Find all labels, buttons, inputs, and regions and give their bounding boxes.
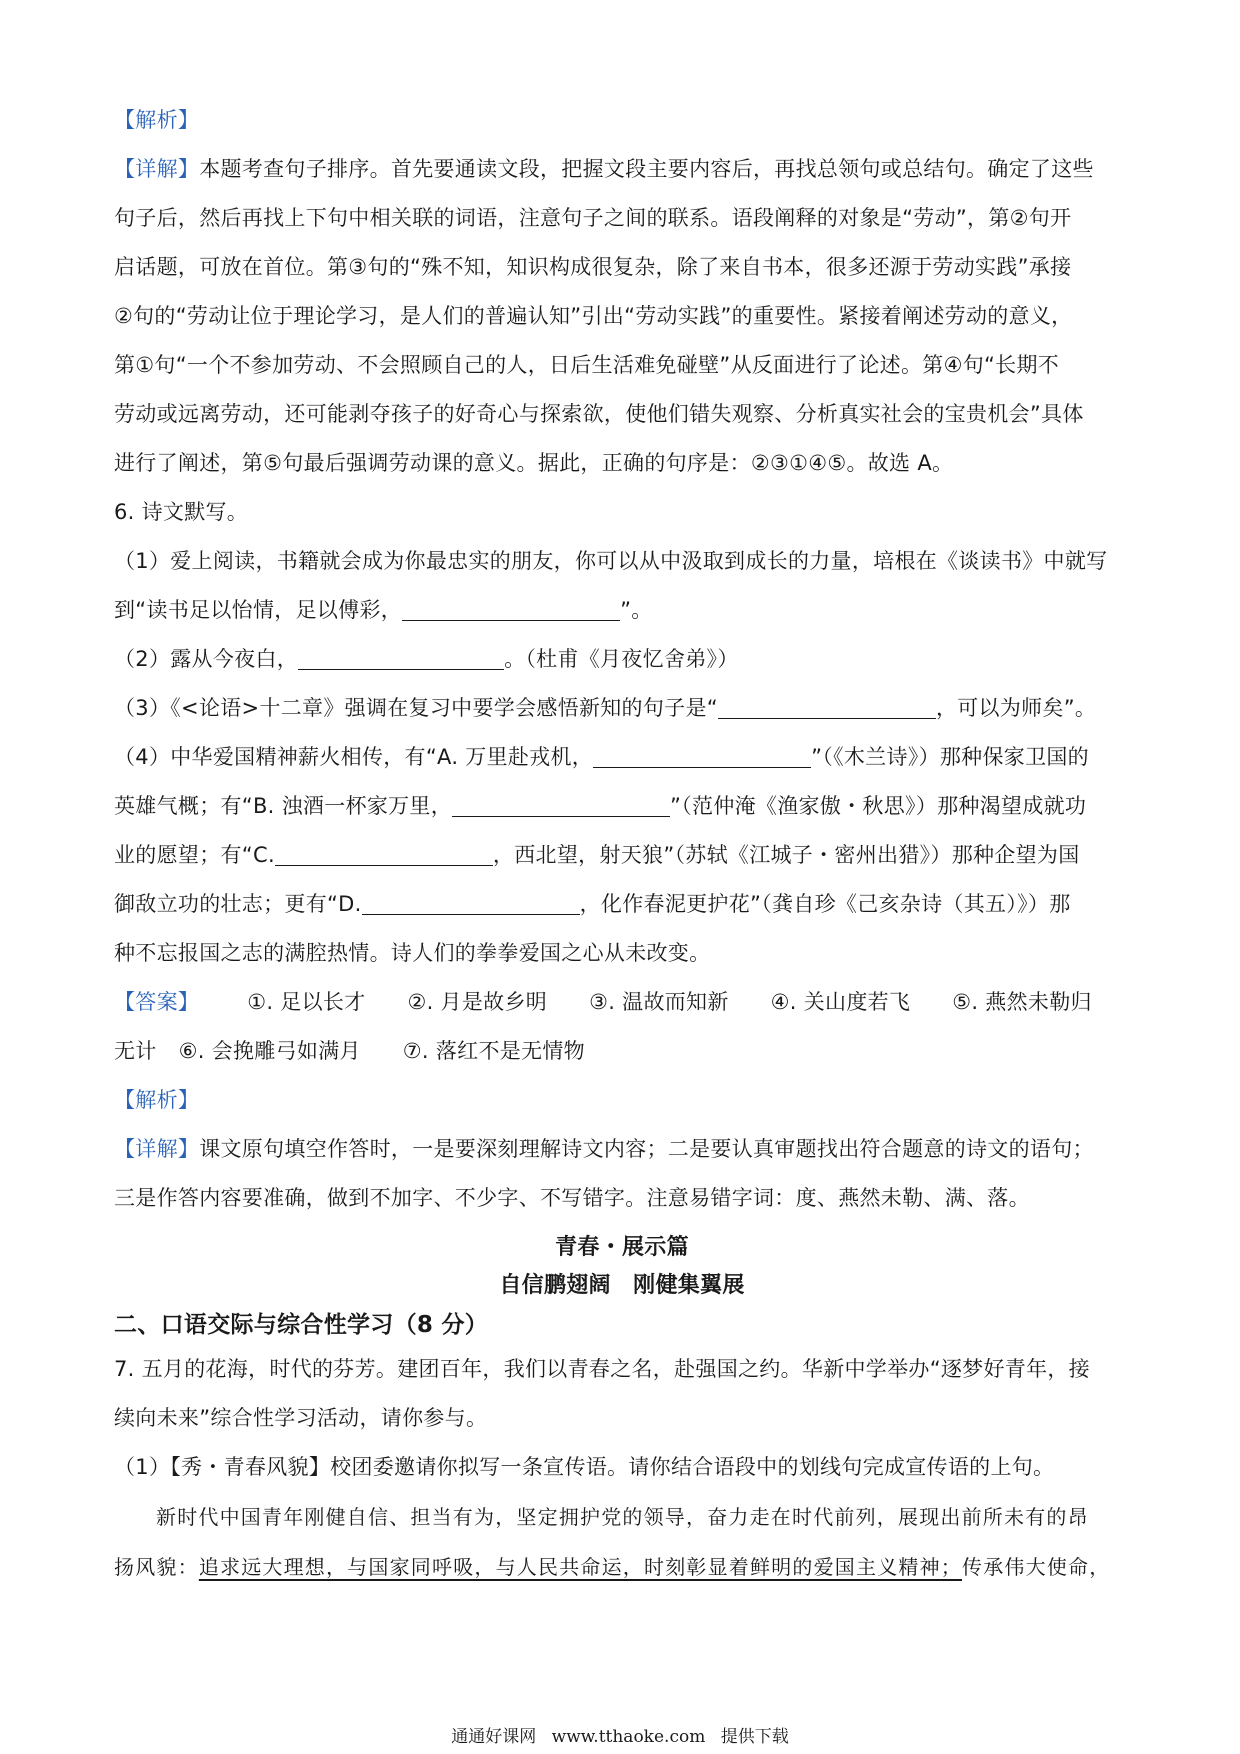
answer-blank[interactable] (718, 696, 936, 719)
footer-url[interactable]: www.tthaoke.com (551, 1727, 706, 1747)
q6-text: （4）中华爱国精神薪火相传，有“A. 万里赴戎机， (114, 745, 594, 769)
answer-tag: 【答案】 (114, 990, 200, 1014)
answer-line-1 (114, 978, 1130, 1027)
xiangjie-text: 课文原句填空作答时，一是要深刻理解诗文内容；二是要认真审题找出符合题意的诗文的语句； (199, 1137, 1094, 1161)
answer-item: ③. 温故而知新 (589, 990, 729, 1014)
jiexi-label-2 (114, 1076, 1130, 1125)
answer-blank[interactable] (298, 647, 504, 670)
q6-part1-line1: （1）爱上阅读，书籍就会成为你最忠实的朋友，你可以从中汲取到成长的力量，培根在《谈读书》中就写 (114, 549, 1108, 573)
q6-part4-line5: 种不忘报国之志的满腔热情。诗人们的拳拳爱国之心从未改变。 (114, 941, 711, 965)
underlined-sentence: 追求远大理想，与国家同呼吸，与人民共命运，时刻彰显着鲜明的爱国主义精神； (198, 1555, 963, 1579)
q7-line1: 7. 五月的花海，时代的芬芳。建团百年，我们以青春之名，赴强国之约。华新中学举办“逐梦好青年，接 (114, 1357, 1090, 1381)
xiangjie-line: 劳动或远离劳动，还可能剥夺孩子的好奇心与探索欲，使他们错失观察、分析真实社会的宝贵机会”具体 (114, 402, 1084, 426)
answer-blank[interactable] (452, 794, 670, 817)
document-page (114, 96, 1130, 1592)
q6-part4-line3 (114, 831, 1130, 880)
answer-blank[interactable] (593, 745, 811, 768)
answer-item: ①. 足以长才 (247, 990, 366, 1014)
passage-text: 传承伟大使命， (962, 1555, 1111, 1579)
footer-note: 提供下载 (720, 1727, 789, 1747)
q6-text: 。（杜甫《月夜忆舍弟》） (504, 647, 739, 671)
xiangjie-line: 进行了阐述，第⑤句最后强调劳动课的意义。据此，正确的句序是：②③①④⑤。故选 A。 (114, 451, 954, 475)
xiangjie-tag: 【详解】 (114, 1137, 200, 1161)
q6-text: 到“读书足以怡情，足以傅彩， (114, 598, 403, 622)
answer-blank[interactable] (275, 843, 493, 866)
q6-text: 英雄气概；有“B. 浊酒一杯家万里， (114, 794, 453, 818)
xiangjie2-line1 (114, 1125, 1130, 1174)
section-subtitle: 自信鹏翅阔 刚健集翼展 (499, 1273, 745, 1298)
page-footer (0, 1722, 1240, 1747)
answer-item: ②. 月是故乡明 (407, 990, 548, 1014)
passage-line2 (114, 1542, 1130, 1592)
xiangjie-line: ②句的“劳动让位于理论学习，是人们的普遍认知”引出“劳动实践”的重要性。紧接着阐述劳动的意义， (114, 304, 1073, 328)
footer-site: 通通好课网 (451, 1727, 537, 1747)
q6-part2 (114, 635, 1130, 684)
q7-sub1: （1）【秀・青春风貌】校团委邀请你拟写一条宣传语。请你结合语段中的划线句完成宣传语的上句。 (114, 1455, 1055, 1479)
jiexi-tag: 【解析】 (114, 108, 200, 132)
passage-text: 扬风貌： (114, 1555, 199, 1579)
q6-part3 (114, 684, 1130, 733)
answer-item: ④. 关山度若飞 (770, 990, 911, 1014)
answer-blank[interactable] (362, 892, 580, 915)
q6-text: ”（范仲淹《渔家傲・秋思》）那种渴望成就功 (670, 794, 1087, 818)
q6-text: ”。 (620, 598, 653, 622)
xiangjie-line: 句子后，然后再找上下句中相关联的词语，注意句子之间的联系。语段阐释的对象是“劳动”，第②句开 (114, 206, 1072, 230)
question-6-title: 6. 诗文默写。 (114, 500, 249, 524)
q6-part1-line2 (114, 586, 1130, 635)
jiexi-label-1 (114, 96, 1130, 145)
section-title: 青春・展示篇 (555, 1235, 689, 1260)
q6-text: （3）《<论语>十二章》强调在复习中要学会感悟新知的句子是“ (114, 696, 718, 720)
xiangjie2-line2: 三是作答内容要准确，做到不加字、不少字、不写错字。注意易错字词：度、燕然未勒、满、落。 (114, 1186, 1030, 1210)
answer-item: ⑥. 会挽雕弓如满月 (178, 1039, 361, 1063)
q6-text: ，西北望，射天狼”（苏轼《江城子・密州出猎》）那种企望为国 (492, 843, 1080, 867)
xiangjie-text: 本题考查句子排序。首先要通读文段，把握文段主要内容后，再找总领句或总结句。确定了这些 (199, 157, 1094, 181)
q6-text: ，化作春泥更护花”（龚自珍《己亥杂诗（其五）》）那 (579, 892, 1071, 916)
xiangjie-line (114, 145, 1130, 194)
answer-blank[interactable] (402, 598, 620, 621)
q7-line2: 续向未来”综合性学习活动，请你参与。 (114, 1406, 488, 1430)
answer-item: ⑤. 燕然未勒归 (952, 990, 1092, 1014)
xiangjie-line: 第①句“一个不参加劳动、不会照顾自己的人，日后生活难免碰壁”从反面进行了论述。第④句“长期不 (114, 353, 1060, 377)
q6-text: ，可以为师矣”。 (935, 696, 1097, 720)
q6-part4-line4 (114, 880, 1130, 929)
q6-text: （2）露从今夜白， (114, 647, 299, 671)
jiexi-tag: 【解析】 (114, 1088, 200, 1112)
answer-continuation: 无计 (114, 1039, 157, 1063)
q6-part4-line2 (114, 782, 1130, 831)
q6-part4-line1 (114, 733, 1130, 782)
xiangjie-tag: 【详解】 (114, 157, 200, 181)
q6-text: ”（《木兰诗》）那种保家卫国的 (811, 745, 1089, 769)
answer-line-2 (114, 1027, 1130, 1076)
section-heading: 二、口语交际与综合性学习（8 分） (114, 1312, 489, 1338)
q6-text: 御敌立功的壮志；更有“D. (114, 892, 362, 916)
xiangjie-line: 启话题，可放在首位。第③句的“殊不知，知识构成很复杂，除了来自书本，很多还源于劳动实践”承接 (114, 255, 1072, 279)
passage-line1: 新时代中国青年刚健自信、担当有为，坚定拥护党的领导，奋力走在时代前列，展现出前所未有的昂 (156, 1505, 1089, 1529)
q6-text: 业的愿望；有“C. (114, 843, 275, 867)
answer-item: ⑦. 落红不是无情物 (402, 1039, 585, 1063)
